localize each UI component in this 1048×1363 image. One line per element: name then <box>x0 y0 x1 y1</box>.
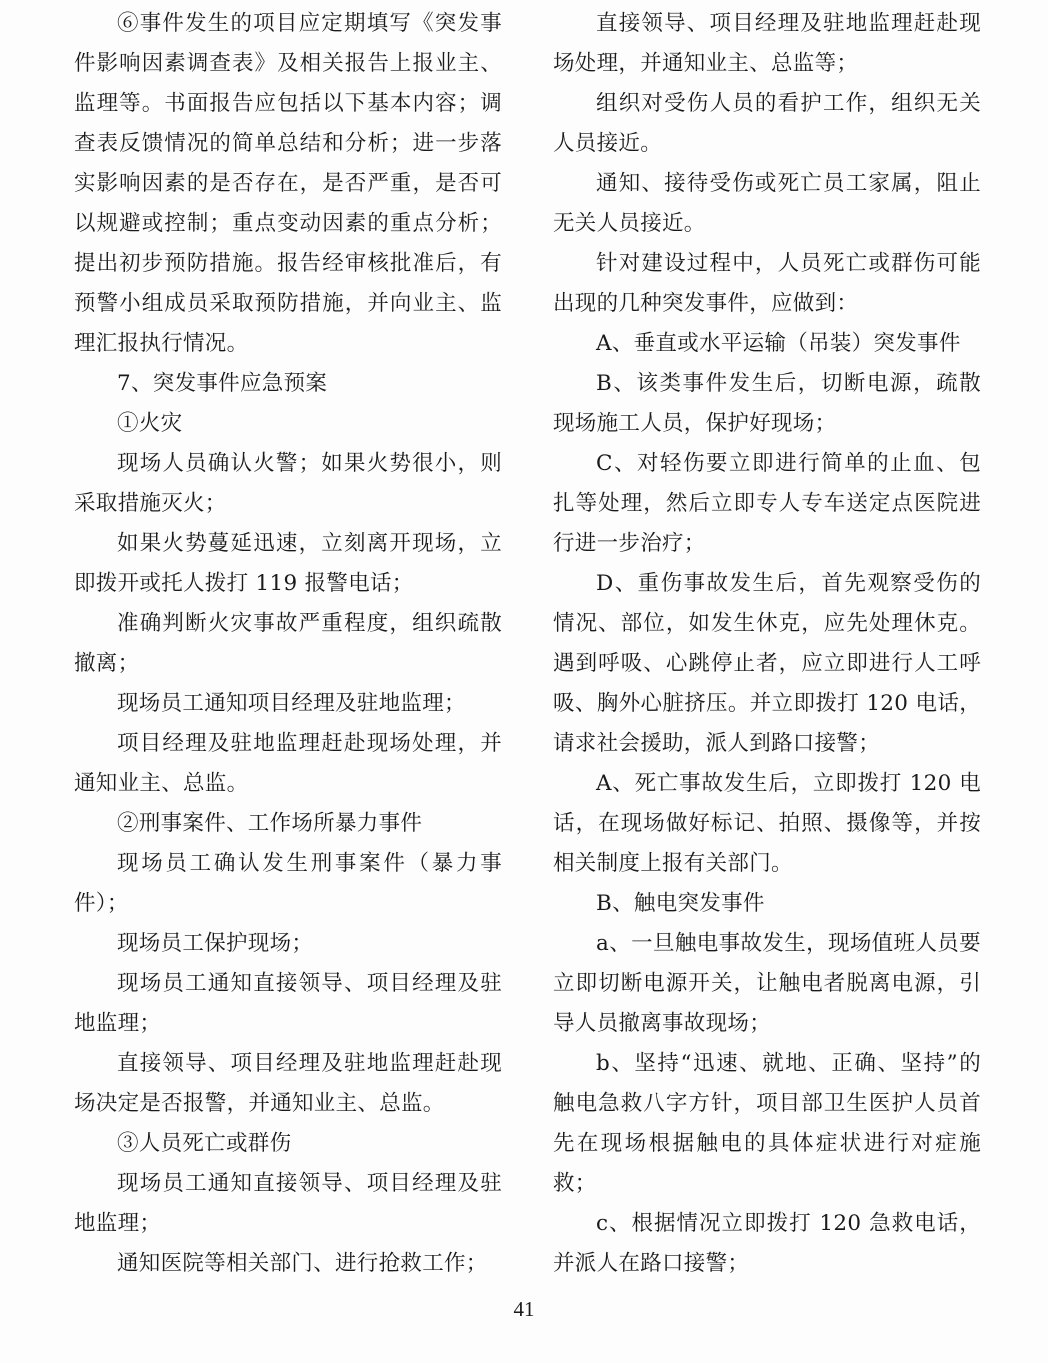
subheading-criminal: ②刑事案件、工作场所暴力事件 <box>117 811 423 836</box>
paragraph-casualties-care: 组织对受伤人员的看护工作，组织无关人员接近。 <box>553 91 981 156</box>
paragraph-fire-judge: 准确判断火灾事故严重程度，组织疏散撤离； <box>74 611 502 676</box>
paragraph-casualties-hospital: 通知医院等相关部门、进行抢救工作； <box>117 1251 488 1276</box>
section-heading-emergency-plan: 7、突发事件应急预案 <box>117 371 328 396</box>
right-column <box>553 4 981 1284</box>
item-b-power-off: B、该类事件发生后，切断电源，疏散现场施工人员，保护好现场； <box>553 371 981 436</box>
paragraph-fire-notify: 现场员工通知项目经理及驻地监理； <box>117 691 466 716</box>
paragraph-casualties-family: 通知、接待受伤或死亡员工家属，阻止无关人员接近。 <box>553 171 981 236</box>
paragraph-fire-handle: 项目经理及驻地监理赶赴现场处理，并通知业主、总监。 <box>74 731 502 796</box>
paragraph-criminal-decide: 直接领导、项目经理及驻地监理赶赴现场决定是否报警，并通知业主、总监。 <box>74 1051 502 1116</box>
item-a-transport: A、垂直或水平运输（吊装）突发事件 <box>596 331 961 356</box>
paragraph-fire-confirm: 现场人员确认火警；如果火势很小，则采取措施灭火； <box>74 451 502 516</box>
item-d-serious-injury: D、重伤事故发生后，首先观察受伤的情况、部位，如发生休克，应先处理休克。遇到呼吸、心跳停止者，应立即进行人工呼吸、胸外心脏挤压。并立即拨打 120 电话，请求社会援助，派人到路口接警； <box>553 571 981 756</box>
item-a-death: A、死亡事故发生后，立即拨打 120 电话，在现场做好标记、拍照、摄像等，并按相关制度上报有关部门。 <box>553 771 981 876</box>
paragraph-casualties-handle: 直接领导、项目经理及驻地监理赶赴现场处理，并通知业主、总监等； <box>553 11 981 76</box>
left-column <box>74 4 502 1284</box>
subheading-casualties: ③人员死亡或群伤 <box>117 1131 292 1156</box>
subheading-fire: ①火灾 <box>117 411 183 436</box>
item-a-shock-cut-power: a、一旦触电事故发生，现场值班人员要立即切断电源开关，让触电者脱离电源，引导人员撤离事故现场； <box>553 931 981 1036</box>
paragraph-casualties-notify: 现场员工通知直接领导、项目经理及驻地监理； <box>74 1171 502 1236</box>
item-c-minor-injury: C、对轻伤要立即进行简单的止血、包扎等处理，然后立即专人专车送定点医院进行进一步治疗； <box>553 451 981 556</box>
page-number: 41 <box>513 1297 535 1321</box>
paragraph-criminal-protect: 现场员工保护现场； <box>117 931 314 956</box>
paragraph-criminal-confirm: 现场员工确认发生刑事案件（暴力事件）； <box>74 851 502 916</box>
item-c-shock-call-120: c、根据情况立即拨打 120 急救电话，并派人在路口接警； <box>553 1211 981 1276</box>
paragraph-fire-spread: 如果火势蔓延迅速，立刻离开现场，立即拨开或托人拨打 119 报警电话； <box>74 531 502 596</box>
item-b-electric-shock: B、触电突发事件 <box>596 891 765 916</box>
paragraph-criminal-notify: 现场员工通知直接领导、项目经理及驻地监理； <box>74 971 502 1036</box>
paragraph-casualties-intro: 针对建设过程中，人员死亡或群伤可能出现的几种突发事件，应做到： <box>553 251 981 316</box>
item-b-shock-first-aid: b、坚持“迅速、就地、正确、坚持”的触电急救八字方针，项目部卫生医护人员首先在现场根据触电的具体症状进行对症施救； <box>553 1051 981 1196</box>
paragraph-report-contents: ⑥事件发生的项目应定期填写《突发事件影响因素调查表》及相关报告上报业主、监理等。书面报告应包括以下基本内容；调查表反馈情况的简单总结和分析；进一步落实影响因素的是否存在，是否严重，是否可以规避或控制；重点变动因素的重点分析；提出初步预防措施。报告经审核批准后，有预警小组成员采取预防措施，并向业主、监理汇报执行情况。 <box>74 11 502 356</box>
